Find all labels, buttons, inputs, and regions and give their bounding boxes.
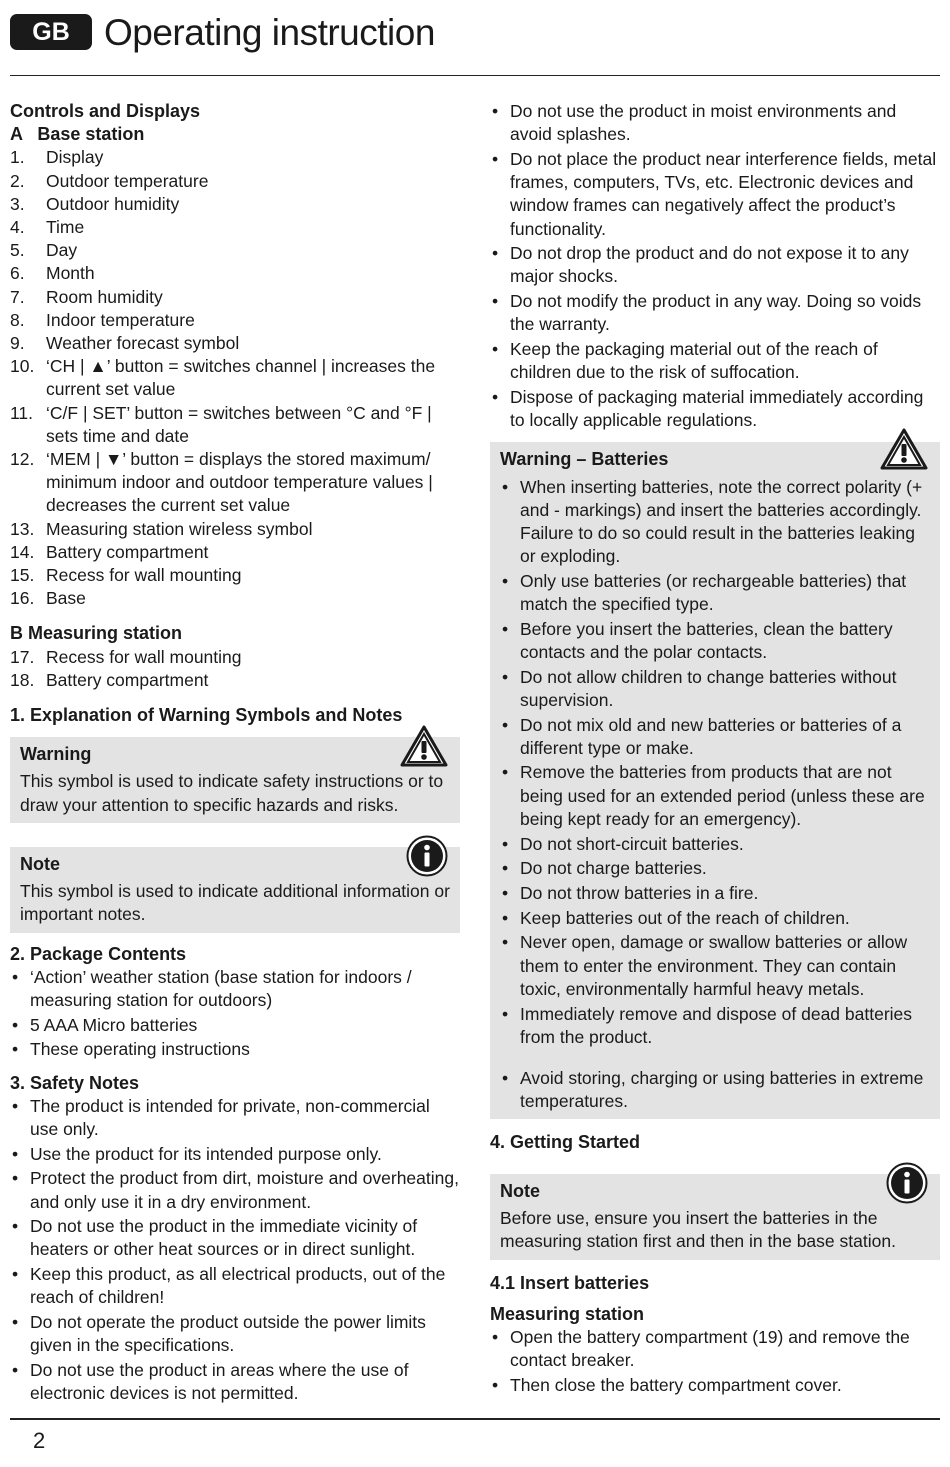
item-number: 18. xyxy=(10,669,35,690)
getting-started-note-box xyxy=(490,1174,940,1260)
item-number: 6. xyxy=(10,263,25,284)
warning-triangle-icon xyxy=(880,428,928,470)
list-item xyxy=(10,193,460,216)
list-item xyxy=(10,448,460,518)
page-header xyxy=(10,12,940,76)
section-3-title: 3. Safety Notes xyxy=(10,1072,140,1093)
item-number: 14. xyxy=(10,541,35,562)
item-text: Outdoor humidity xyxy=(46,193,180,214)
safety-notes-list-continued xyxy=(490,100,940,432)
item-number: 2. xyxy=(10,170,25,191)
item-number: 1. xyxy=(10,147,25,168)
list-item: • Use the product for its intended purpose only. xyxy=(10,1143,460,1166)
section-2-title: 2. Package Contents xyxy=(10,943,187,964)
item-text: ‘MEM | ▼’ button = displays the stored maximum/ minimum indoor and outdoor temperature values | decreases the current set value xyxy=(46,449,433,516)
info-icon xyxy=(886,1162,928,1204)
item-number: 17. xyxy=(10,646,35,667)
item-number: 10. xyxy=(10,356,35,377)
list-item: • Immediately remove and dispose of dead batteries from the product. xyxy=(500,1003,930,1049)
info-icon xyxy=(406,835,448,877)
item-number: 8. xyxy=(10,309,25,330)
list-item xyxy=(10,146,460,169)
item-text: Weather forecast symbol xyxy=(46,333,240,354)
list-item: • Do not mix old and new batteries or batteries of a different type or make. xyxy=(500,714,930,760)
list-item xyxy=(10,332,460,355)
list-item: • 5 AAA Micro batteries xyxy=(10,1014,460,1037)
list-item: • Open the battery compartment (19) and remove the contact breaker. xyxy=(490,1326,940,1372)
item-number: 12. xyxy=(10,449,35,470)
list-item xyxy=(10,587,460,610)
section-4-title: 4. Getting Started xyxy=(490,1131,641,1152)
note-box xyxy=(10,847,460,933)
list-item xyxy=(10,309,460,332)
list-item: • Do not use the product in the immediate vicinity of heaters or other heat sources or in direct sunlight. xyxy=(10,1215,460,1261)
list-item: • Protect the product from dirt, moisture and overheating, and only use it in a dry environment. xyxy=(10,1167,460,1213)
item-number: 11. xyxy=(10,402,34,423)
list-item: • Do not allow children to change batteries without supervision. xyxy=(500,666,930,712)
list-item: • Do not modify the product in any way. Doing so voids the warranty. xyxy=(490,290,940,336)
list-item xyxy=(10,216,460,239)
list-item: • Do not throw batteries in a fire. xyxy=(500,882,930,905)
item-number: 15. xyxy=(10,565,35,586)
base-station-heading: A Base station xyxy=(10,124,145,145)
list-item: • Keep the packaging material out of the reach of children due to the risk of suffocation. xyxy=(490,338,940,384)
note-title: Note xyxy=(20,853,60,874)
list-item: • Do not operate the product outside the power limits given in the specifications. xyxy=(10,1311,460,1357)
list-item: • These operating instructions xyxy=(10,1038,460,1061)
footer-divider xyxy=(10,1418,940,1420)
insert-batteries-title: 4.1 Insert batteries xyxy=(490,1272,650,1293)
item-text: Recess for wall mounting xyxy=(46,565,242,586)
item-number: 3. xyxy=(10,193,25,214)
item-text: Battery compartment xyxy=(46,541,209,562)
controls-title: Controls and Displays xyxy=(10,101,201,121)
package-contents-list xyxy=(10,966,460,1062)
measuring-station-heading: B Measuring station xyxy=(10,623,183,644)
list-item xyxy=(10,170,460,193)
warning-text: This symbol is used to indicate safety instructions or to draw your attention to specific hazards and risks. xyxy=(20,771,444,815)
list-item: • Dispose of packaging material immediately according to locally applicable regulations. xyxy=(490,386,940,432)
safety-notes-list xyxy=(10,1095,460,1406)
item-text: ‘CH | ▲’ button = switches channel | increases the current set value xyxy=(46,356,436,400)
list-item: • Only use batteries (or rechargeable batteries) that match the specified type. xyxy=(500,570,930,616)
item-text: Indoor temperature xyxy=(46,309,195,330)
list-item xyxy=(10,239,460,262)
warning-box xyxy=(10,737,460,823)
list-item: • Do not drop the product and do not expose it to any major shocks. xyxy=(490,242,940,288)
list-item xyxy=(10,355,460,401)
list-item xyxy=(10,402,460,448)
list-item xyxy=(10,518,460,541)
measuring-station-subtitle: Measuring station xyxy=(490,1303,645,1324)
item-number: 5. xyxy=(10,240,25,261)
list-item: • When inserting batteries, note the correct polarity (+ and - markings) and insert the batteries accordingly. Failure to do so could result in the batteries leaking or exploding. xyxy=(500,476,930,569)
note-text: Before use, ensure you insert the batteries in the measuring station first and then in the base station. xyxy=(500,1208,896,1252)
list-item: • Remove the batteries from products that are not being used for an extended period (unless these are being kept ready for an emergency). xyxy=(500,761,930,831)
warning-triangle-icon xyxy=(400,725,448,767)
item-text: Room humidity xyxy=(46,286,163,307)
list-item: • Never open, damage or swallow batteries or allow them to enter the environment. They can contain toxic, environmentally harmful heavy metals. xyxy=(500,931,930,1001)
list-item: • The product is intended for private, non-commercial use only. xyxy=(10,1095,460,1141)
left-column xyxy=(10,100,460,1407)
list-item: • Keep this product, as all electrical products, out of the reach of children! xyxy=(10,1263,460,1309)
list-item: • Keep batteries out of the reach of children. xyxy=(500,907,930,930)
note-title: Note xyxy=(500,1181,540,1202)
list-item: • Do not charge batteries. xyxy=(500,857,930,880)
item-text: Time xyxy=(46,217,85,238)
language-badge: GB xyxy=(10,14,92,50)
item-text: Day xyxy=(46,240,78,261)
note-text: This symbol is used to indicate additional information or important notes. xyxy=(20,881,450,925)
item-number: 4. xyxy=(10,217,25,238)
item-text: ‘C/F | SET’ button = switches between °C and °F | sets time and date xyxy=(46,402,432,446)
item-text: Month xyxy=(46,263,95,284)
item-number: 9. xyxy=(10,333,25,354)
list-item: • Do not use the product in areas where the use of electronic devices is not permitted. xyxy=(10,1359,460,1405)
warning-title: Warning xyxy=(20,744,92,765)
list-item: • ‘Action’ weather station (base station for indoors / measuring station for outdoors) xyxy=(10,966,460,1012)
list-item: • Do not short-circuit batteries. xyxy=(500,833,930,856)
list-item xyxy=(10,286,460,309)
list-item xyxy=(10,564,460,587)
list-item: • Avoid storing, charging or using batteries in extreme temperatures. xyxy=(500,1067,930,1113)
item-text: Measuring station wireless symbol xyxy=(46,518,313,539)
battery-warning-list-last xyxy=(500,1067,930,1113)
section-1-title: 1. Explanation of Warning Symbols and Notes xyxy=(10,705,403,726)
right-column xyxy=(490,100,940,1399)
battery-warning-list xyxy=(500,476,930,1049)
list-item: • Do not place the product near interference fields, metal frames, computers, TVs, etc. Electronic devices and window frames can negatively affect the product’s functionality. xyxy=(490,148,940,241)
battery-warning-box xyxy=(490,442,940,1118)
list-item: • Do not use the product in moist environments and avoid splashes. xyxy=(490,100,940,146)
page-number: 2 xyxy=(33,1428,46,1453)
document-title: Operating instruction xyxy=(104,12,435,53)
base-station-list xyxy=(10,146,460,610)
item-number: 13. xyxy=(10,518,35,539)
item-text: Recess for wall mounting xyxy=(46,646,242,667)
item-number: 16. xyxy=(10,588,35,609)
item-text: Outdoor temperature xyxy=(46,170,209,191)
measuring-station-list xyxy=(10,646,460,692)
item-number: 7. xyxy=(10,286,25,307)
battery-warning-title: Warning – Batteries xyxy=(500,449,669,470)
list-item: • Then close the battery compartment cover. xyxy=(490,1374,940,1397)
insert-batteries-list xyxy=(490,1326,940,1397)
list-item xyxy=(10,646,460,669)
item-text: Base xyxy=(46,588,86,609)
list-item xyxy=(10,669,460,692)
list-item: • Before you insert the batteries, clean the battery contacts and the polar contacts. xyxy=(500,618,930,664)
item-text: Battery compartment xyxy=(46,669,209,690)
list-item xyxy=(10,541,460,564)
item-text: Display xyxy=(46,147,104,168)
list-item xyxy=(10,262,460,285)
